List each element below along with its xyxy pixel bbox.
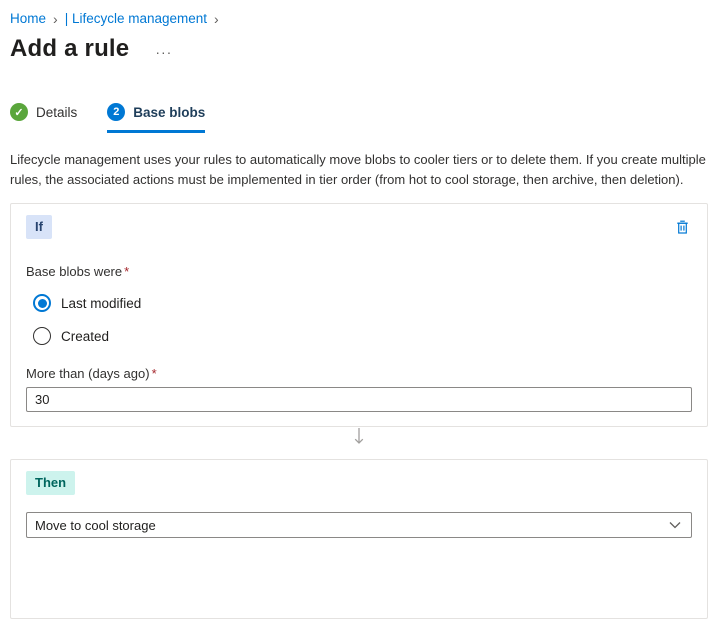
chevron-down-icon [669,521,681,529]
radio-unselected-icon [33,327,51,345]
action-select[interactable] [26,512,692,538]
delete-rule-button[interactable] [673,217,692,242]
action-select-value: Move to cool storage [35,517,156,533]
tab-details[interactable] [10,103,77,130]
radio-created-label: Created [61,328,110,344]
title-row [10,35,708,63]
chevron-right-icon: › [53,10,58,27]
chevron-right-icon: › [214,10,219,27]
base-blobs-were-label: Base blobs were * [26,264,130,279]
breadcrumb [10,11,708,26]
wizard-tabs [10,103,708,133]
flow-connector [10,428,708,446]
step-2-icon: 2 [107,103,125,121]
tab-base-blobs-label: Base blobs [133,104,206,120]
if-badge: If [26,215,52,239]
trash-icon [675,219,690,235]
required-marker: * [124,264,130,279]
breadcrumb-home-link[interactable]: Home [10,11,47,26]
radio-last-modified-label: Last modified [61,295,142,311]
more-options-icon[interactable]: ··· [155,44,173,60]
if-card-header [26,215,692,242]
radio-last-modified[interactable] [33,294,692,312]
then-card-header [26,471,692,495]
arrow-down-icon [352,428,366,446]
page-description: Lifecycle management uses your rules to automatically move blobs to cooler tiers or to delete them. If you create multiple rules, the associated actions must be implemented in tier order (from hot to cool storage, then archive, then deletion). [10,152,706,187]
page-title: Add a rule [10,35,130,62]
required-marker: * [151,366,157,381]
then-action-card [10,459,708,619]
tab-details-label: Details [36,104,78,120]
tab-base-blobs[interactable] [107,103,205,133]
breadcrumb-lifecycle-link[interactable]: | Lifecycle management [64,11,208,26]
radio-selected-icon [33,294,51,312]
check-icon: ✓ [10,103,28,121]
more-than-days-label: More than (days ago) * [26,366,157,381]
then-badge: Then [26,471,75,495]
days-ago-input[interactable] [26,387,692,412]
if-condition-card [10,203,708,427]
radio-created[interactable] [33,327,692,345]
